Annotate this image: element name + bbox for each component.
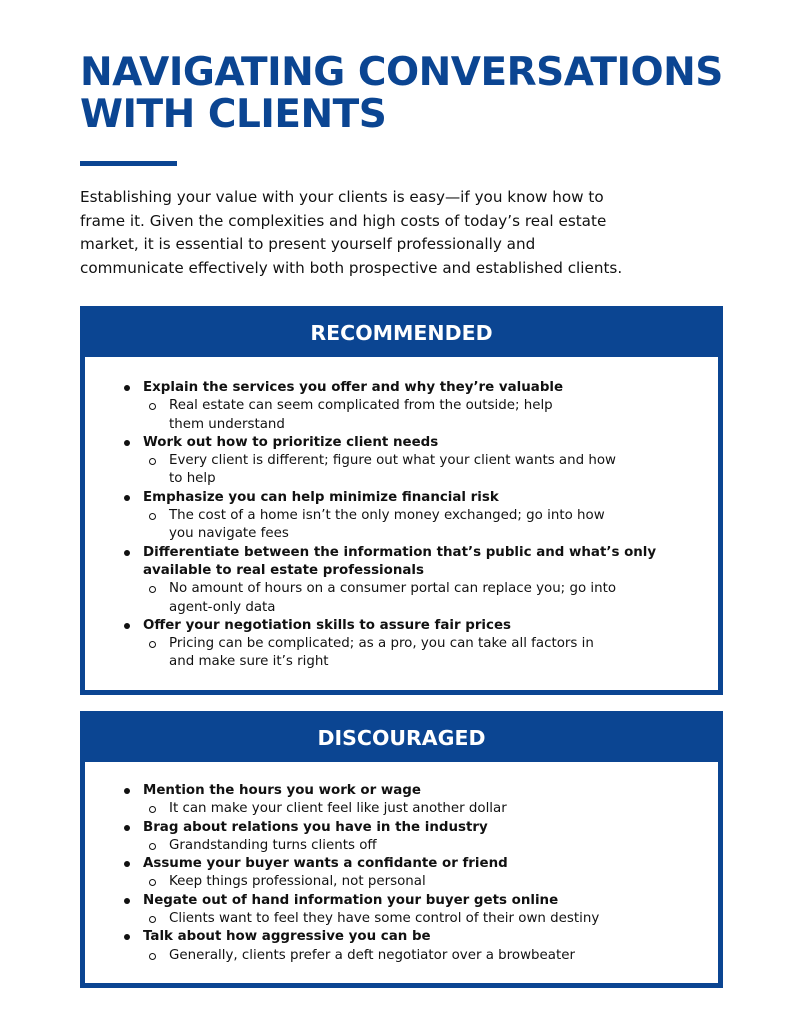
sub-line: Keep things professional, not personal [169, 874, 426, 890]
sub-item [143, 452, 718, 489]
discouraged-header: DISCOURAGED [85, 716, 718, 762]
item-title [143, 782, 718, 800]
sub-line: Real estate can seem complicated from the outside; help [169, 398, 553, 414]
sub-item-text [169, 452, 718, 489]
hollow-bullet-icon [149, 843, 156, 850]
item-title [143, 819, 718, 837]
sub-line: to help [169, 471, 216, 487]
sub-line: Pricing can be complicated; as a pro, you can take all factors in [169, 636, 594, 652]
bullet-icon [124, 898, 130, 904]
item-title [143, 892, 718, 910]
sub-line: The cost of a home isn’t the only money exchanged; go into how [169, 508, 605, 524]
item-title-line: Emphasize you can help minimize financial risk [143, 489, 499, 505]
sub-item [143, 635, 718, 672]
bullet-icon [124, 385, 130, 391]
list-item [119, 379, 718, 434]
hollow-bullet-icon [149, 586, 156, 593]
sub-line: Clients want to feel they have some control of their own destiny [169, 911, 600, 927]
sub-line: No amount of hours on a consumer portal can replace you; go into [169, 581, 617, 597]
sub-item-text [169, 947, 718, 965]
sub-item [143, 873, 718, 891]
bullet-icon [124, 788, 130, 794]
item-title [143, 379, 718, 397]
bullet-icon [124, 440, 130, 446]
sub-line: Every client is different; figure out what your client wants and how [169, 453, 617, 469]
list-item [119, 782, 718, 819]
sub-item [143, 947, 718, 965]
item-title [143, 855, 718, 873]
bullet-icon [124, 623, 130, 629]
hollow-bullet-icon [149, 953, 156, 960]
item-title [143, 617, 718, 635]
sub-line: agent-only data [169, 599, 276, 615]
hollow-bullet-icon [149, 403, 156, 410]
item-title-line: Mention the hours you work or wage [143, 783, 421, 798]
discouraged-list [119, 782, 718, 965]
hollow-bullet-icon [149, 879, 156, 886]
item-title-line: Differentiate between the information that’s public and what’s only [143, 544, 657, 560]
sub-item-text [169, 873, 718, 891]
sub-item [143, 507, 718, 544]
item-title-line: available to real estate professionals [143, 562, 424, 578]
hollow-bullet-icon [149, 806, 156, 813]
hollow-bullet-icon [149, 916, 156, 923]
title-underline [80, 161, 177, 166]
recommended-header: RECOMMENDED [85, 311, 718, 357]
sub-line: you navigate fees [169, 526, 289, 542]
sub-item [143, 800, 718, 818]
item-title [143, 544, 718, 581]
item-title-line: Talk about how aggressive you can be [143, 929, 431, 945]
hollow-bullet-icon [149, 513, 156, 520]
item-title [143, 434, 718, 452]
sub-item-text [169, 397, 718, 434]
sub-item-text [169, 837, 718, 855]
item-title-line: Work out how to prioritize client needs [143, 434, 439, 450]
item-title-line: Offer your negotiation skills to assure fair prices [143, 617, 512, 633]
hollow-bullet-icon [149, 458, 156, 465]
title-line: NAVIGATING CONVERSATIONS [80, 50, 723, 95]
intro-paragraph [80, 186, 740, 280]
sub-line: Grandstanding turns clients off [169, 837, 377, 853]
bullet-icon [124, 495, 130, 501]
intro-line: Establishing your value with your clients is easy—if you know how to [80, 188, 604, 206]
bullet-icon [124, 861, 130, 867]
sub-item-text [169, 507, 718, 544]
item-title-line: Explain the services you offer and why they’re valuable [143, 380, 564, 395]
sub-item [143, 580, 718, 617]
recommended-box [80, 306, 723, 695]
item-title-line: Brag about relations you have in the industry [143, 819, 488, 835]
sub-item [143, 397, 718, 434]
sub-item-text [169, 800, 718, 818]
list-item [119, 544, 718, 617]
item-title-line: Assume your buyer wants a confidante or friend [143, 856, 508, 872]
intro-line: communicate effectively with both prospective and established clients. [80, 258, 623, 277]
title-line: WITH CLIENTS [80, 92, 387, 137]
list-item [119, 434, 718, 489]
recommended-list [119, 379, 718, 672]
page-title [80, 52, 780, 136]
item-title [143, 928, 718, 946]
bullet-icon [124, 825, 130, 831]
sub-item-text [169, 580, 718, 617]
list-item [119, 617, 718, 672]
discouraged-box [80, 711, 723, 988]
sub-item [143, 910, 718, 928]
sub-line: them understand [169, 416, 285, 432]
sub-line: and make sure it’s right [169, 654, 329, 670]
list-item [119, 892, 718, 929]
list-item [119, 819, 718, 856]
intro-line: market, it is essential to present yourself professionally and [80, 235, 536, 253]
sub-line: Generally, clients prefer a deft negotiator over a browbeater [169, 947, 575, 963]
sub-item-text [169, 910, 718, 928]
sub-item [143, 837, 718, 855]
list-item [119, 928, 718, 965]
bullet-icon [124, 550, 130, 556]
item-title [143, 489, 718, 507]
hollow-bullet-icon [149, 641, 156, 648]
intro-line: frame it. Given the complexities and high costs of today’s real estate [80, 211, 607, 230]
sub-item-text [169, 635, 718, 672]
sub-line: It can make your client feel like just another dollar [169, 801, 507, 817]
list-item [119, 855, 718, 892]
list-item [119, 489, 718, 544]
item-title-line: Negate out of hand information your buyer gets online [143, 892, 559, 908]
bullet-icon [124, 934, 130, 940]
